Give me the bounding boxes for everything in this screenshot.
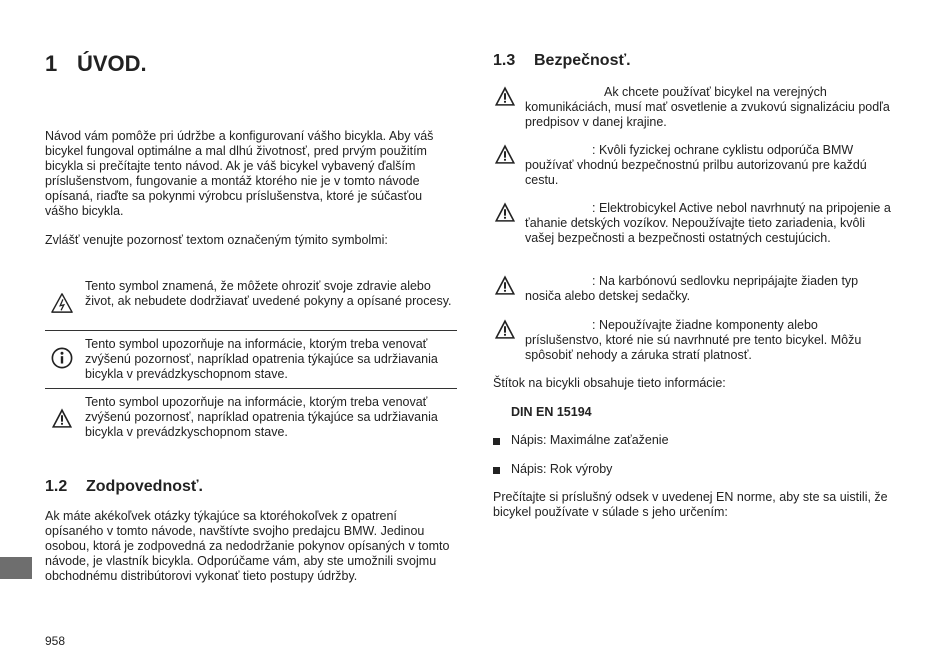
- warning-icon: [493, 274, 517, 296]
- safety-warning-text: : Na karbónovú sedlovku nepripájajte žiaden typ nosiča alebo detskej sedačky.: [525, 274, 859, 303]
- divider: [45, 388, 457, 389]
- safety-warning-text: : Nepoužívajte žiadne komponenty alebo príslušenstvo, ktoré nie sú navrhnuté pre tento bicykel. Môžu spôsobiť nehody a záruka stratí platnosť.: [525, 318, 862, 362]
- section-heading-responsibility: [45, 477, 203, 497]
- list-item: [493, 433, 893, 449]
- warning-icon: [493, 318, 517, 340]
- safety-warning-text: Ak chcete používať bicykel na verejných komunikáciách, musí mať osvetlenie a zvukovú signalizáciu podľa predpisov v danej krajine.: [525, 85, 890, 129]
- chapter-title: ÚVOD.: [77, 51, 147, 76]
- section-heading-safety: [493, 51, 631, 71]
- chapter-tab-marker: [0, 557, 32, 579]
- label-intro: Štítok na bicykli obsahuje tieto informácie:: [493, 376, 726, 390]
- bullet-icon: [493, 467, 500, 474]
- standard-code: DIN EN 15194: [511, 405, 592, 419]
- divider: [45, 330, 457, 331]
- responsibility-paragraph: Ak máte akékoľvek otázky týkajúce sa ktoréhokoľvek z opatrení opísaného v tomto návode, navštívte svojho predajcu BMW. Jedinou osobou, ktorá je zodpovedná za nedodržanie pokynov opísaných v tomto návode, je vlastník bicykla. Odporúčame vám, aby ste umožnili svojmu obchodnému distribútorovi vykonať tieto postupy údržby.: [45, 509, 450, 583]
- bullet-icon: [493, 438, 500, 445]
- section-title: Zodpovednosť.: [86, 478, 203, 495]
- closing-paragraph: Prečítajte si príslušný odsek v uvedenej EN norme, aby ste sa uistili, že bicykel používate v súlade s jeho určením:: [493, 490, 888, 519]
- warning-icon: [493, 85, 517, 107]
- safety-warning: [493, 201, 903, 263]
- symbol-row-hazard: [45, 279, 457, 327]
- info-icon: [51, 347, 73, 369]
- chapter-number: 1: [45, 51, 58, 76]
- safety-warning-text: : Elektrobicykel Active nebol navrhnutý na pripojenie a ťahanie detských vozíkov. Nepoužívajte tieto zariadenia, kvôli vašej bezpečnosti a bezpečnosti ostatných cestujúcich.: [525, 201, 891, 245]
- section-title: Bezpečnosť.: [534, 52, 631, 69]
- symbols-intro: Zvlášť venujte pozornosť textom označeným týmito symbolmi:: [45, 233, 388, 247]
- safety-warning: [493, 85, 903, 131]
- page-number: 958: [45, 634, 66, 648]
- safety-warning: [493, 274, 903, 306]
- intro-paragraph: Návod vám pomôže pri údržbe a konfigurovaní vášho bicykla. Aby váš bicykel fungoval optimálne a mal dlhú životnosť, pred prvým použitím bicykla si prečítajte tento návod. Ak je váš bicykel vybavený ďalším príslušenstvom, fungovanie a montáž ktorého nie je v tomto návode opísaná, riaďte sa pokynmi výrobcu príslušenstva, ktoré je súčasťou vášho bicykla.: [45, 129, 434, 218]
- symbol-text-hazard: Tento symbol znamená, že môžete ohroziť svoje zdravie alebo život, ak nebudete dodržiavať uvedené pokyny a opísané procesy.: [85, 279, 452, 308]
- section-number: 1.3: [493, 52, 516, 69]
- warning-icon: [51, 407, 73, 429]
- list-item-text: Nápis: Rok výroby: [511, 462, 613, 476]
- list-item-text: Nápis: Maximálne zaťaženie: [511, 433, 669, 447]
- warning-icon: [493, 201, 517, 223]
- list-item: [493, 462, 893, 478]
- chapter-heading: [45, 51, 147, 77]
- symbol-text-info: Tento symbol upozorňuje na informácie, ktorým treba venovať zvýšenú pozornosť, napríklad opatrenia týkajúce sa udržiavania bicykla v prevádzkyschopnom stave.: [85, 337, 438, 381]
- warning-icon: [493, 143, 517, 165]
- safety-warning: [493, 318, 903, 364]
- symbol-row-warning: [45, 395, 457, 443]
- safety-warning: [493, 143, 903, 189]
- symbol-text-warning: Tento symbol upozorňuje na informácie, ktorým treba venovať zvýšenú pozornosť, napríklad opatrenia týkajúce sa udržiavania bicykla v prevádzkyschopnom stave.: [85, 395, 438, 439]
- electric-hazard-icon: [51, 292, 73, 314]
- safety-warning-text: : Kvôli fyzickej ochrane cyklistu odporúča BMW používať vhodnú bezpečnostnú prilbu autorizovanú pre každú cestu.: [525, 143, 867, 187]
- section-number: 1.2: [45, 478, 68, 495]
- symbol-row-info: [45, 337, 457, 385]
